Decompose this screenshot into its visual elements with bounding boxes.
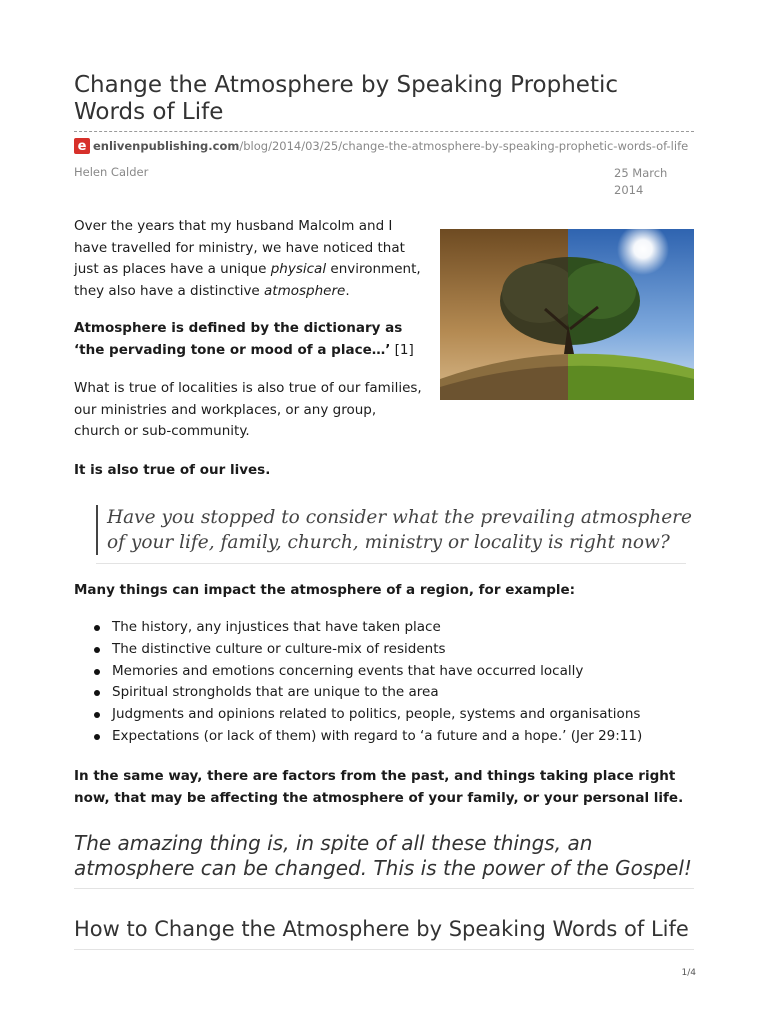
same-way-paragraph: In the same way, there are factors from the past, and things taking place right now, that may be affecting the atmosphere of your family, or your personal life. <box>74 768 684 806</box>
list-item-text: Expectations (or lack of them) with regard to ‘a future and a hope.’ (Jer 29:11) <box>112 727 643 744</box>
intro-emphasis-physical: physical <box>270 261 327 277</box>
list-item <box>74 726 694 748</box>
enliven-logo-icon: e <box>74 138 90 154</box>
intro-text: Over the years that my husband Malcolm and I have travelled for ministry, we have noticed that just as places have a unique <box>74 218 405 277</box>
list-item-text: Spiritual strongholds that are unique to the area <box>112 684 439 701</box>
list-item <box>74 617 694 639</box>
bullet-icon <box>94 647 100 653</box>
quote-divider <box>96 563 686 564</box>
list-item <box>74 639 694 661</box>
list-item-text: The history, any injustices that have taken place <box>112 619 441 635</box>
source-url[interactable] <box>74 137 688 155</box>
footnote-ref-link[interactable]: [1] <box>390 341 414 358</box>
impact-list <box>74 617 694 748</box>
bullet-icon <box>94 625 100 631</box>
intro-paragraph <box>74 216 424 302</box>
list-item <box>74 704 694 726</box>
list-item-text: Memories and emotions concerning events that have occurred locally <box>112 662 584 679</box>
definition-paragraph <box>74 318 424 361</box>
list-item <box>74 682 694 704</box>
bullet-icon <box>94 734 100 740</box>
list-item <box>74 661 694 683</box>
blockquote: Have you stopped to consider what the prevailing atmosphere of your life, family, church, ministry or locality is right now? <box>96 505 697 555</box>
list-item-text: Judgments and opinions related to politics, people, systems and organisations <box>112 706 641 723</box>
section-heading: How to Change the Atmosphere by Speaking Words of Life <box>74 917 689 941</box>
list-item-text: The distinctive culture or culture-mix of residents <box>112 640 446 657</box>
definition-bold-text: Atmosphere is defined by the dictionary as ‘the pervading tone or mood of a place…’ <box>74 320 403 358</box>
page-number: 1/4 <box>681 968 696 978</box>
lives-paragraph: It is also true of our lives. <box>74 462 271 478</box>
article-title: Change the Atmosphere by Speaking Prophetic Words of Life <box>74 72 619 125</box>
intro-text: environment, they also have a distinctive <box>74 261 421 299</box>
publish-date: 25 March 2014 <box>614 166 668 197</box>
source-domain[interactable]: enlivenpublishing.com <box>93 139 240 153</box>
section-divider <box>74 949 694 950</box>
intro-text: . <box>345 282 350 299</box>
author-name: Helen Calder <box>74 165 149 179</box>
title-divider <box>74 131 694 132</box>
pullquote-divider <box>74 888 694 889</box>
bullet-icon <box>94 712 100 718</box>
pullquote: The amazing thing is, in spite of all these things, an atmosphere can be changed. This is the power of the Gospel! <box>74 831 692 880</box>
tree-illustration <box>440 229 694 400</box>
intro-emphasis-atmosphere: atmosphere <box>264 282 346 299</box>
bullet-icon <box>94 690 100 696</box>
tree-image <box>440 229 694 400</box>
source-path[interactable]: /blog/2014/03/25/change-the-atmosphere-by-speaking-prophetic-words-of-life <box>239 139 689 153</box>
bullet-icon <box>94 669 100 675</box>
impact-heading: Many things can impact the atmosphere of a region, for example: <box>74 582 576 598</box>
localities-paragraph: What is true of localities is also true of our families, our ministries and workplaces, or any group, church or sub-community. <box>74 380 422 439</box>
